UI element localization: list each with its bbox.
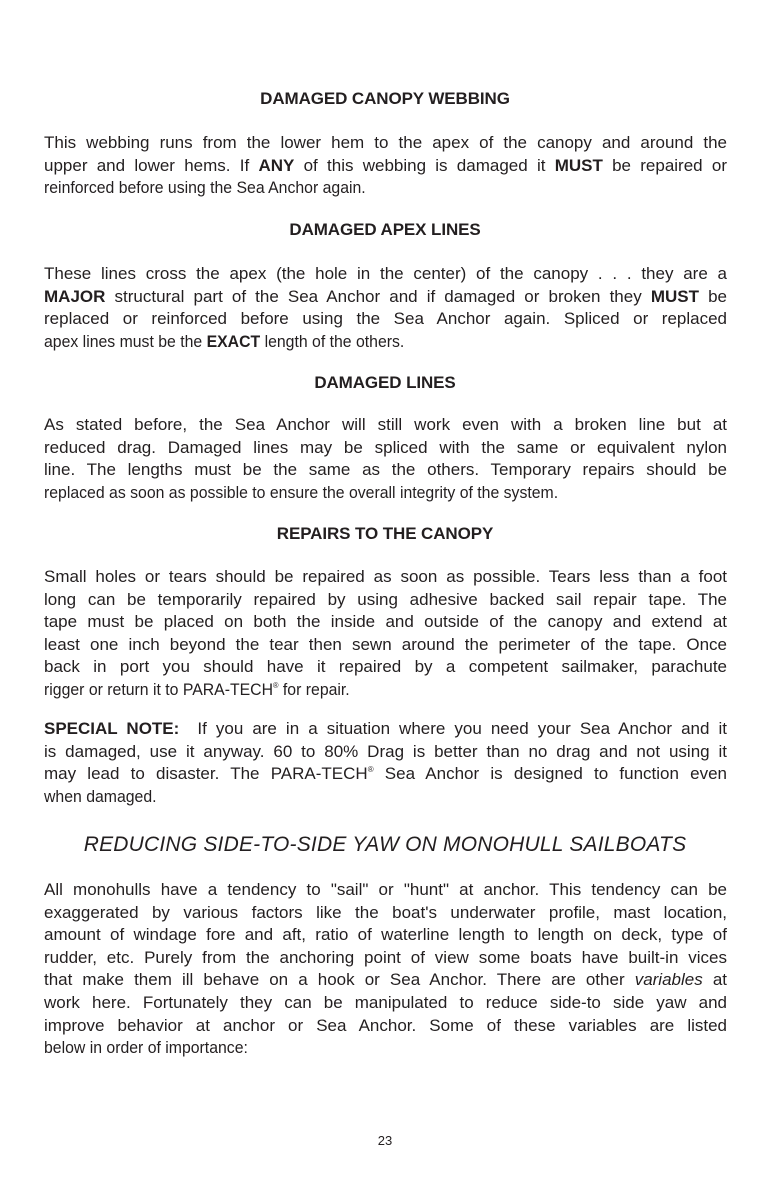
text-line: apex lines must be the EXACT length of the others.: [44, 331, 405, 351]
emphasis-major: MAJOR: [44, 286, 106, 306]
registered-mark: ®: [273, 680, 279, 690]
text-line: long can be temporarily repaired by using adhesive backed sail repair tape. The: [44, 589, 727, 609]
text-line: back in port you should have it repaired by a competent sailmaker, parachute: [44, 657, 727, 677]
text-line: tape must be placed on both the inside and outside of the canopy and extend at: [44, 612, 727, 632]
text-line: replaced as soon as possible to ensure the overall integrity of the system.: [44, 482, 559, 502]
heading-damaged-canopy-webbing: DAMAGED CANOPY WEBBING: [260, 89, 510, 108]
text-line: exaggerated by various factors like the boat's underwater profile, mast location,: [44, 902, 727, 922]
text-line: reinforced before using the Sea Anchor again.: [44, 178, 366, 198]
text-line: upper and lower hems. If ANY of this webbing is damaged it MUST be repaired or: [44, 155, 727, 175]
heading-damaged-apex-lines: DAMAGED APEX LINES: [289, 220, 481, 239]
heading-reducing-yaw: REDUCING SIDE-TO-SIDE YAW ON MONOHULL SAILBOATS: [83, 833, 687, 856]
text-line: least one inch beyond the tear then sewn around the perimeter of the tape. Once: [44, 634, 727, 654]
emphasis-any: ANY: [258, 155, 295, 175]
registered-mark: ®: [367, 765, 374, 775]
heading-damaged-lines: DAMAGED LINES: [314, 373, 456, 392]
paragraph-repairs: [44, 566, 727, 702]
paragraph-yaw: [44, 879, 727, 1060]
emphasis-variables: variables: [634, 970, 703, 990]
paragraph-canopy-webbing: [44, 132, 727, 200]
text-line: may lead to disaster. The PARA-TECH® Sea Anchor is designed to function even: [44, 764, 727, 784]
paragraph-damaged-lines: [44, 414, 727, 504]
text-line: when damaged.: [44, 786, 157, 806]
page-number: 23: [377, 1133, 393, 1148]
paragraph-apex-lines: [44, 263, 727, 353]
text-line: Small holes or tears should be repaired as soon as possible. Tears less than a foot: [44, 567, 727, 586]
special-note-label: SPECIAL NOTE:: [44, 719, 180, 738]
text-line: line. The lengths must be the same as the others. Temporary repairs should be: [44, 460, 727, 480]
text-line: that make them ill behave on a hook or Sea Anchor. There are other variables at: [44, 970, 727, 990]
text-line: amount of windage fore and aft, ratio of waterline length to length on deck, type of: [44, 925, 727, 945]
text-line: All monohulls have a tendency to "sail" or "hunt" at anchor. This tendency can be: [44, 880, 727, 899]
paragraph-special-note: [44, 718, 727, 808]
text-line: These lines cross the apex (the hole in the center) of the canopy . . . they are a: [44, 264, 727, 283]
emphasis-must: MUST: [650, 286, 699, 306]
emphasis-exact: EXACT: [206, 331, 261, 351]
text-line: rudder, etc. Purely from the anchoring point of view some boats have built-in vices: [44, 947, 727, 967]
text-line: replaced or reinforced before using the Sea Anchor again. Spliced or replaced: [44, 309, 727, 329]
text-line: work here. Fortunately they can be manipulated to reduce side-to side yaw and: [44, 992, 727, 1012]
heading-repairs-to-canopy: REPAIRS TO THE CANOPY: [276, 524, 494, 543]
text-line: reduced drag. Damaged lines may be spliced with the same or equivalent nylon: [44, 437, 727, 457]
text-line: MAJOR structural part of the Sea Anchor and if damaged or broken they MUST be: [44, 286, 727, 306]
text-line: SPECIAL NOTE: If you are in a situation where you need your Sea Anchor and it: [44, 719, 727, 738]
text-line: This webbing runs from the lower hem to the apex of the canopy and around the: [44, 133, 727, 152]
text-line: below in order of importance:: [44, 1038, 248, 1058]
emphasis-must: MUST: [554, 155, 603, 175]
text-line: improve behavior at anchor or Sea Anchor. Some of these variables are listed: [44, 1015, 727, 1035]
text-line: As stated before, the Sea Anchor will still work even with a broken line but at: [44, 415, 727, 434]
text-line: is damaged, use it anyway. 60 to 80% Drag is better than no drag and not using it: [44, 741, 727, 761]
text-line: rigger or return it to PARA-TECH® for repair.: [44, 679, 350, 699]
